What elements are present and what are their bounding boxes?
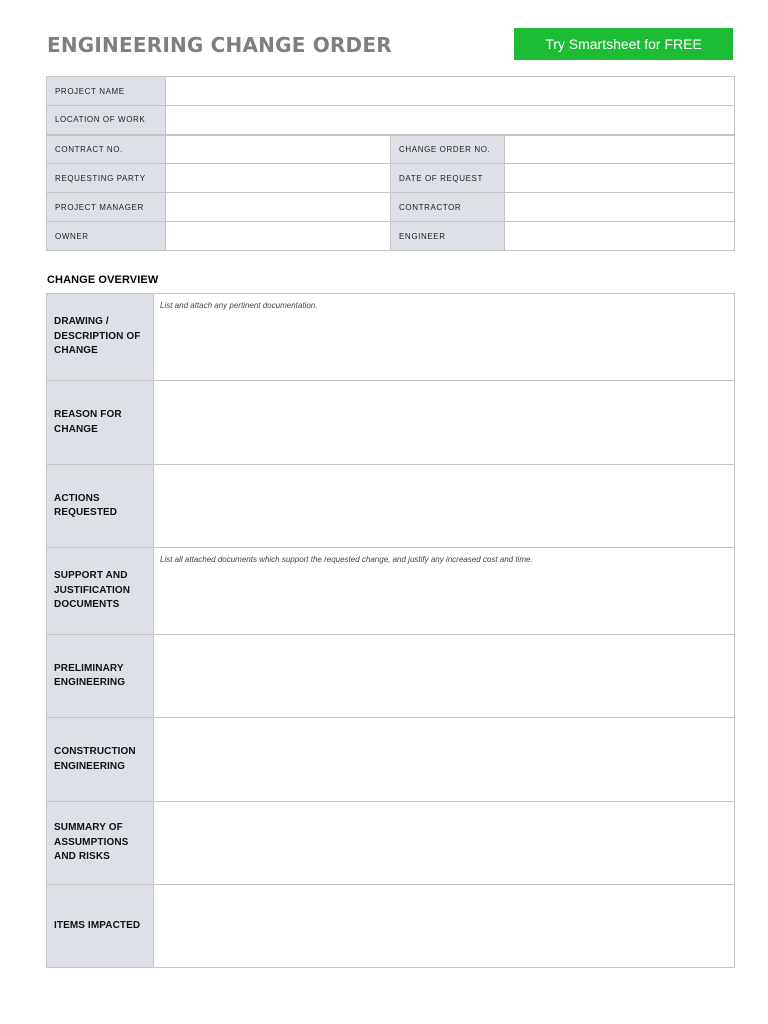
reason-for-change-label: REASON FOR CHANGE: [47, 381, 154, 465]
assumptions-risks-label: SUMMARY OF ASSUMPTIONS AND RISKS: [47, 802, 154, 885]
overview-row-reason: [47, 381, 735, 465]
contract-no-label: CONTRACT NO.: [47, 135, 166, 164]
support-documents-field[interactable]: [154, 548, 735, 635]
engineer-label: ENGINEER: [391, 222, 505, 251]
change-overview-table: [46, 293, 735, 968]
contractor-field[interactable]: [505, 193, 735, 222]
change-order-no-label: CHANGE ORDER NO.: [391, 135, 505, 164]
location-row: [47, 106, 735, 135]
requesting-row: [47, 164, 735, 193]
contract-row: [47, 135, 735, 164]
construction-engineering-field[interactable]: [154, 718, 735, 802]
contract-no-field[interactable]: [166, 135, 391, 164]
owner-field[interactable]: [166, 222, 391, 251]
date-of-request-field[interactable]: [505, 164, 735, 193]
project-name-field[interactable]: [166, 77, 735, 106]
actions-requested-label: ACTIONS REQUESTED: [47, 465, 154, 548]
overview-row-drawing: [47, 294, 735, 381]
manager-row: [47, 193, 735, 222]
overview-row-actions: [47, 465, 735, 548]
location-of-work-label: LOCATION OF WORK: [47, 106, 166, 135]
project-manager-label: PROJECT MANAGER: [47, 193, 166, 222]
drawing-description-field[interactable]: [154, 294, 735, 381]
items-impacted-label: ITEMS IMPACTED: [47, 885, 154, 968]
items-impacted-field[interactable]: [154, 885, 735, 968]
engineer-field[interactable]: [505, 222, 735, 251]
support-documents-label: SUPPORT AND JUSTIFICATION DOCUMENTS: [47, 548, 154, 635]
preliminary-engineering-label: PRELIMINARY ENGINEERING: [47, 635, 154, 718]
support-documents-hint: List all attached documents which support the requested change, and justify any increased cost and time.: [160, 555, 533, 564]
overview-row-summary: [47, 802, 735, 885]
owner-row: [47, 222, 735, 251]
drawing-description-label: DRAWING / DESCRIPTION OF CHANGE: [47, 294, 154, 381]
contractor-label: CONTRACTOR: [391, 193, 505, 222]
overview-row-support: [47, 548, 735, 635]
date-of-request-label: DATE OF REQUEST: [391, 164, 505, 193]
try-smartsheet-button[interactable]: Try Smartsheet for FREE: [514, 28, 733, 60]
project-info-table: [46, 76, 735, 251]
change-overview-heading: CHANGE OVERVIEW: [47, 274, 159, 286]
page-title: ENGINEERING CHANGE ORDER: [47, 33, 392, 57]
project-name-label: PROJECT NAME: [47, 77, 166, 106]
location-of-work-field[interactable]: [166, 106, 735, 135]
reason-for-change-field[interactable]: [154, 381, 735, 465]
overview-row-construction: [47, 718, 735, 802]
project-name-row: [47, 77, 735, 106]
project-manager-field[interactable]: [166, 193, 391, 222]
change-order-no-field[interactable]: [505, 135, 735, 164]
requesting-party-field[interactable]: [166, 164, 391, 193]
assumptions-risks-field[interactable]: [154, 802, 735, 885]
overview-row-items: [47, 885, 735, 968]
drawing-description-hint: List and attach any pertinent documentation.: [160, 301, 318, 310]
actions-requested-field[interactable]: [154, 465, 735, 548]
construction-engineering-label: CONSTRUCTION ENGINEERING: [47, 718, 154, 802]
preliminary-engineering-field[interactable]: [154, 635, 735, 718]
owner-label: OWNER: [47, 222, 166, 251]
overview-row-preliminary: [47, 635, 735, 718]
requesting-party-label: REQUESTING PARTY: [47, 164, 166, 193]
